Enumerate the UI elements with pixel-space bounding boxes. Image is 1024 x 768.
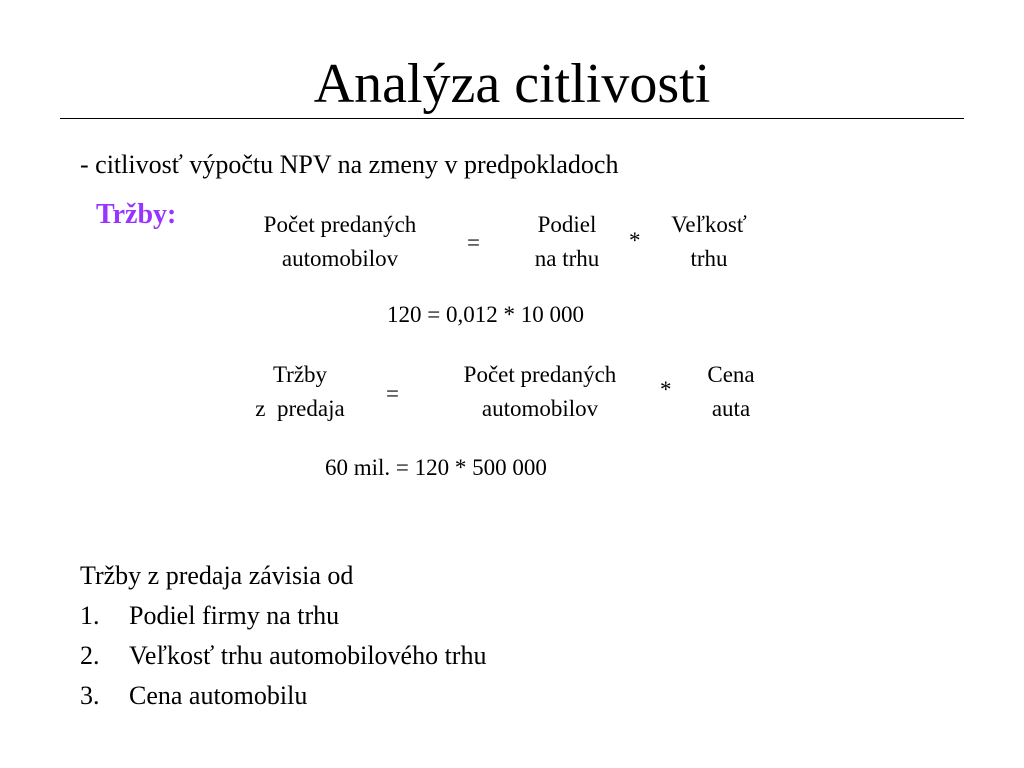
list-item-number: 1.	[80, 601, 100, 630]
eq1-lhs-line2: automobilov	[281, 246, 399, 271]
eq1-equals-sign: =	[467, 230, 480, 255]
list-item	[80, 636, 486, 676]
eq2-term1-line2: automobilov	[481, 396, 599, 421]
eq2-lhs	[240, 358, 360, 426]
eq1-term1-line1: Podiel	[537, 212, 597, 237]
eq2-term2-line1: Cena	[707, 362, 755, 387]
list-item	[80, 676, 486, 716]
eq1-multiply-sign: *	[629, 228, 641, 253]
eq1-term2-line1: Veľkosť	[671, 212, 747, 237]
eq2-lhs-line2: z predaja	[255, 396, 345, 421]
list-item-number: 3.	[80, 681, 100, 710]
eq1-lhs-line1: Počet predaných	[263, 212, 417, 237]
eq2-term2	[690, 358, 772, 426]
conclusion-heading: Tržby z predaja závisia od	[80, 561, 354, 590]
list-item	[80, 596, 486, 636]
eq2-lhs-line1: Tržby	[272, 362, 328, 387]
eq1-example: 120 = 0,012 * 10 000	[387, 302, 584, 327]
eq1-term1-line2: na trhu	[534, 246, 600, 271]
list-item-text: Cena automobilu	[129, 681, 308, 710]
eq2-term1	[440, 358, 640, 426]
eq2-multiply-sign: *	[660, 377, 672, 402]
eq2-example: 60 mil. = 120 * 500 000	[325, 455, 547, 480]
eq2-equals-sign: =	[386, 381, 399, 406]
eq1-lhs	[240, 208, 440, 276]
eq1-term2	[656, 208, 762, 276]
subtitle: - citlivosť výpočtu NPV na zmeny v predpokladoch	[80, 150, 619, 179]
list-item-number: 2.	[80, 641, 100, 670]
list-item-text: Veľkosť trhu automobilového trhu	[129, 641, 487, 670]
revenue-label: Tržby:	[96, 199, 177, 230]
list-item-text: Podiel firmy na trhu	[129, 601, 340, 630]
eq1-term1	[512, 208, 622, 276]
eq2-term2-line2: auta	[711, 396, 751, 421]
conclusion-block	[80, 556, 486, 716]
title-divider	[60, 118, 964, 119]
slide-title: Analýza citlivosti	[313, 53, 711, 115]
eq1-term2-line2: trhu	[690, 246, 728, 271]
eq2-term1-line1: Počet predaných	[463, 362, 617, 387]
